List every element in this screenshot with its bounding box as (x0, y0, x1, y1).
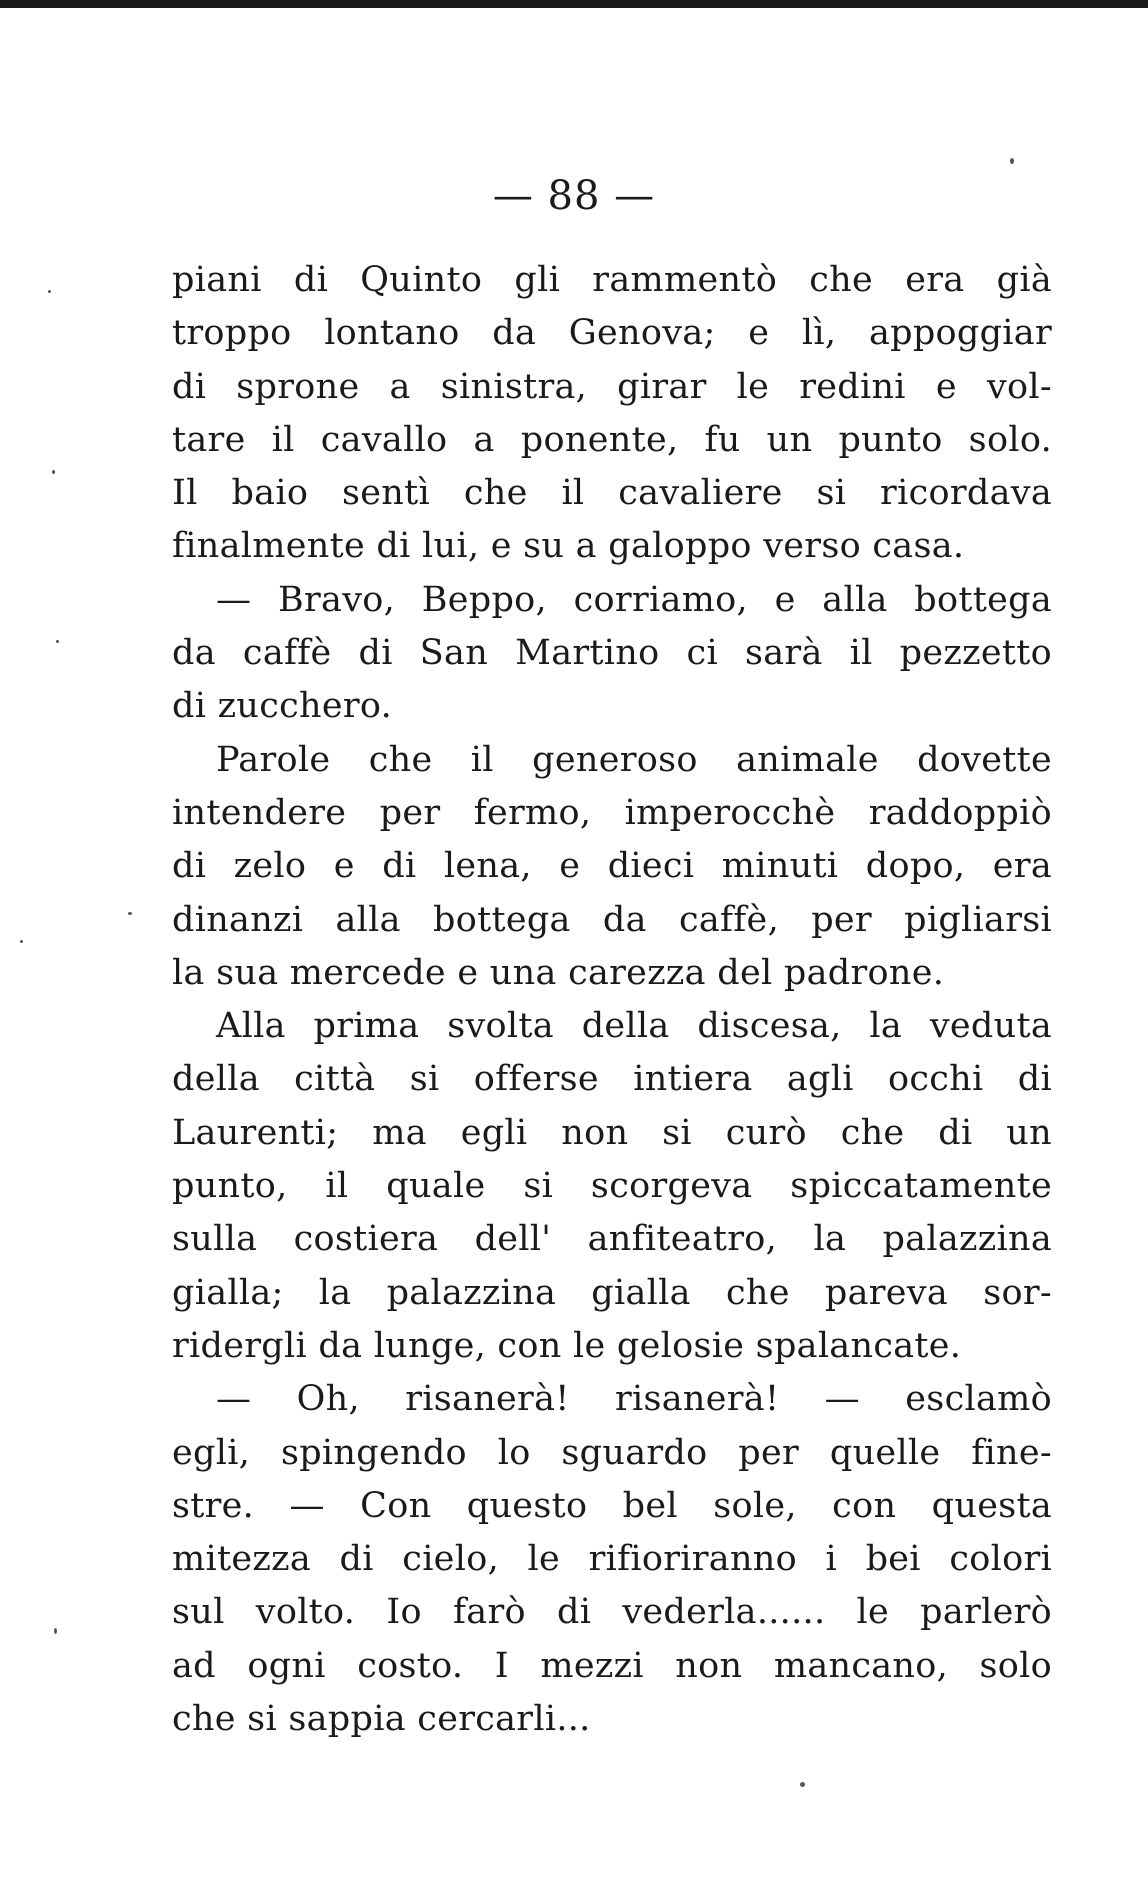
scan-speck (800, 1782, 805, 1787)
text-line: Alla prima svolta della discesa, la veduta (216, 1006, 1052, 1047)
text-line: gialla; la palazzina gialla che pareva sor- (172, 1272, 1052, 1313)
scan-speck (20, 940, 23, 943)
text-line: mitezza di cielo, le rifioriranno i bei colori (172, 1539, 1052, 1580)
text-line: Parole che il generoso animale dovette (216, 739, 1052, 780)
text-line: — Oh, risanerà! risanerà! — esclamò (216, 1379, 1052, 1420)
text-line: sul volto. Io farò di vederla...... le parlerò (172, 1592, 1052, 1633)
text-line: — Bravo, Beppo, corriamo, e alla bottega (216, 579, 1052, 620)
text-line: della città si offerse intiera agli occhi di (172, 1059, 1052, 1100)
scan-speck (56, 640, 59, 643)
text-line: stre. — Con questo bel sole, con questa (172, 1485, 1052, 1526)
page-number: — 88 — (492, 173, 656, 219)
text-line: troppo lontano da Genova; e lì, appoggiar (172, 313, 1052, 354)
text-line: Laurenti; ma egli non si curò che di un (172, 1112, 1052, 1153)
text-line: di zelo e di lena, e dieci minuti dopo, era (172, 846, 1052, 887)
text-line: Il baio sentì che il cavaliere si ricordava (172, 473, 1052, 514)
body-text (172, 254, 1052, 1746)
text-line: ridergli da lunge, con le gelosie spalancate. (172, 1325, 962, 1366)
text-line: dinanzi alla bottega da caffè, per pigliarsi (172, 899, 1052, 940)
scan-speck (54, 1628, 57, 1634)
text-line: piani di Quinto gli rammentò che era già (172, 260, 1052, 300)
top-edge-rule (0, 0, 1148, 8)
text-line: ad ogni costo. I mezzi non mancano, solo (172, 1645, 1052, 1686)
text-line: punto, il quale si scorgeva spiccatamente (172, 1166, 1052, 1207)
text-line: di sprone a sinistra, girar le redini e vol- (172, 366, 1052, 407)
scan-speck (128, 912, 132, 915)
text-line: tare il cavallo a ponente, fu un punto solo. (172, 419, 1052, 460)
scan-speck (52, 470, 55, 474)
text-line: di zucchero. (172, 686, 393, 727)
text-line: la sua mercede e una carezza del padrone. (172, 952, 945, 993)
text-line: egli, spingendo lo sguardo per quelle fine- (172, 1432, 1052, 1473)
text-line: da caffè di San Martino ci sarà il pezzetto (172, 633, 1052, 674)
text-line: che si sappia cercarli... (172, 1699, 591, 1740)
text-line: finalmente di lui, e su a galoppo verso casa. (172, 526, 965, 567)
text-line: sulla costiera dell' anfiteatro, la palazzina (172, 1219, 1052, 1260)
text-line: intendere per fermo, imperocchè raddoppiò (172, 792, 1052, 833)
scan-speck (48, 290, 51, 293)
scan-speck (1010, 158, 1014, 164)
